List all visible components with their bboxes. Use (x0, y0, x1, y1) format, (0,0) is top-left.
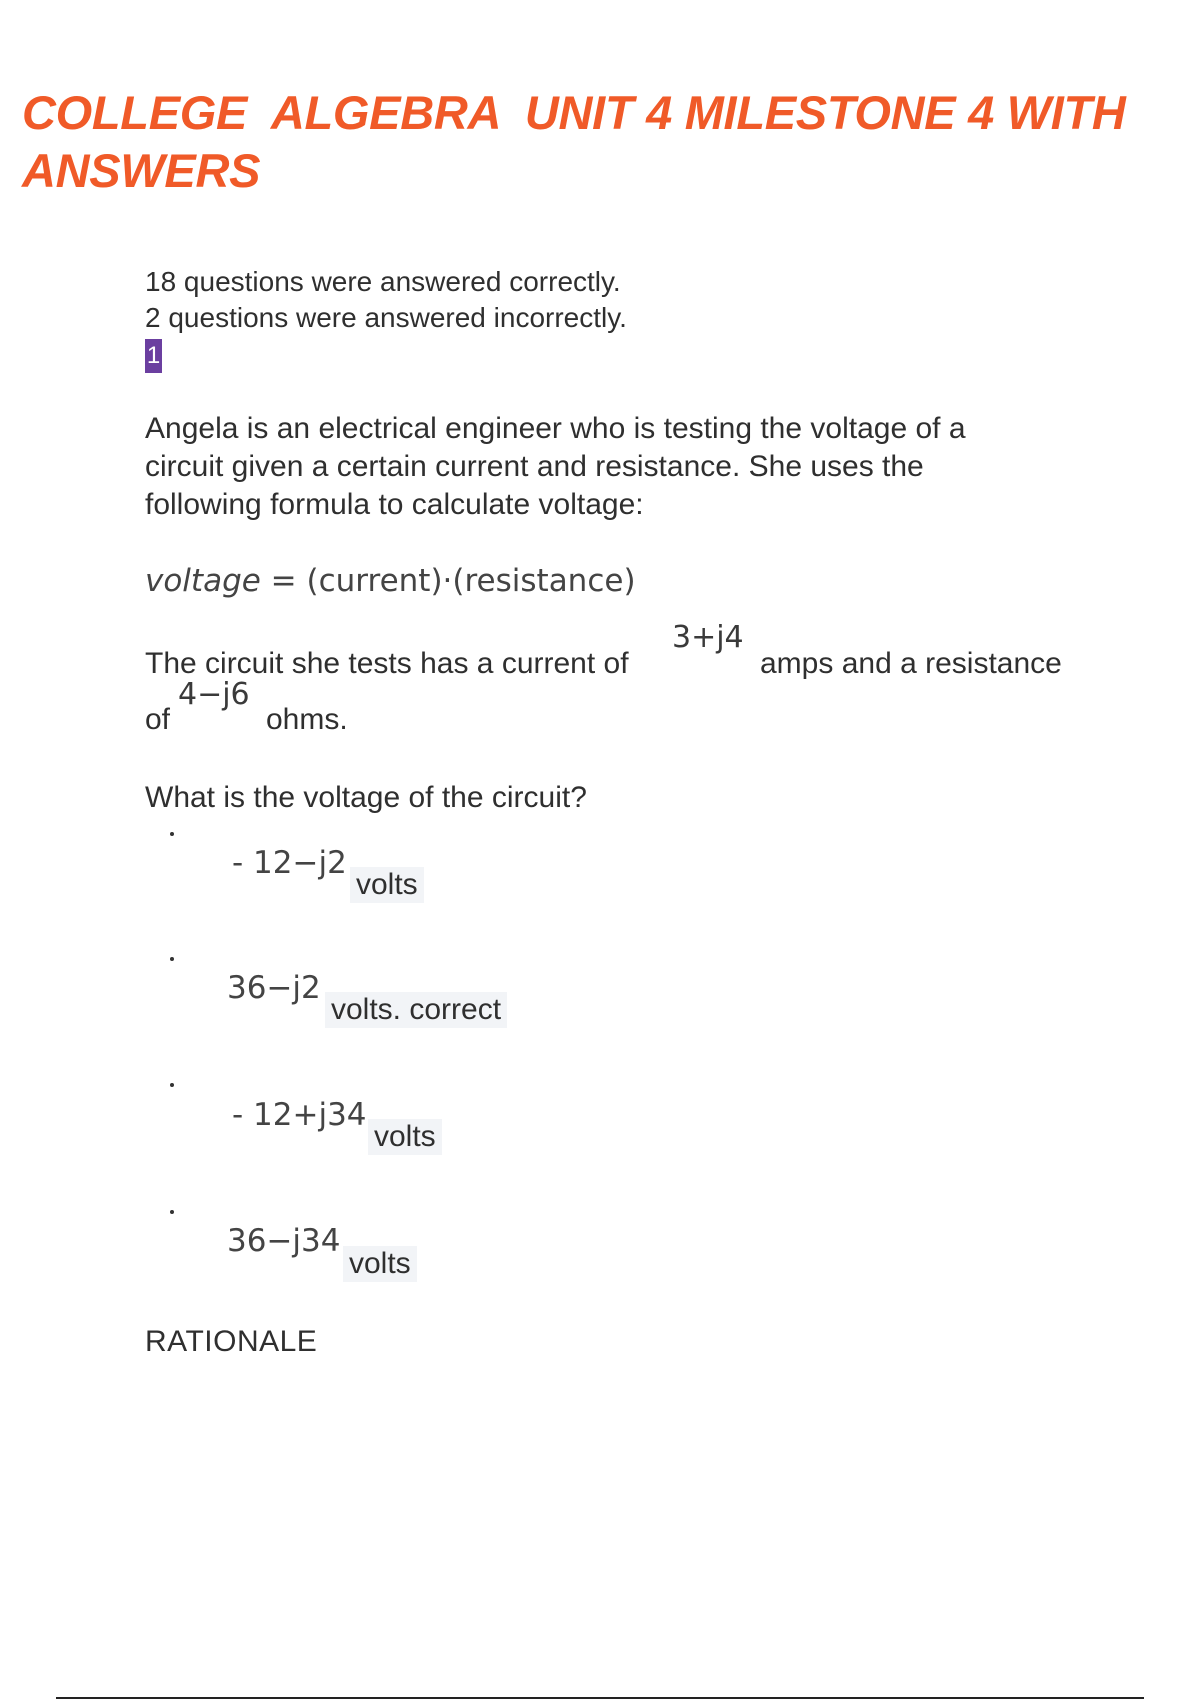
results-summary (145, 264, 627, 336)
current-value: 3+j4 (672, 620, 744, 655)
option-bullet (170, 1210, 174, 1214)
option-bullet (170, 1083, 174, 1087)
option-1-expression[interactable]: - 12−j2 (232, 845, 347, 881)
option-1-label[interactable]: volts (350, 867, 424, 903)
given-middle: amps and a resistance (760, 647, 1062, 680)
given-prefix: The circuit she tests has a current of (145, 647, 629, 680)
question-number-badge[interactable]: 1 (145, 339, 162, 373)
formula-rhs: (current)·(resistance) (306, 563, 636, 599)
option-3-label[interactable]: volts (368, 1119, 442, 1155)
option-3-expression[interactable]: - 12+j34 (232, 1097, 367, 1133)
option-bullet (170, 832, 174, 836)
voltage-formula (145, 561, 636, 601)
page-title-line-2: ANSWERS (22, 144, 261, 197)
incorrect-count-text: 2 questions were answered incorrectly. (145, 302, 627, 333)
page-title-line-1: COLLEGE ALGEBRA UNIT 4 MILESTONE 4 WITH (22, 86, 1126, 139)
page-title (22, 84, 1182, 200)
formula-equals: = (260, 563, 307, 599)
correct-count-text: 18 questions were answered correctly. (145, 266, 621, 297)
option-4-expression[interactable]: 36−j34 (227, 1223, 341, 1259)
formula-lhs: voltage (145, 563, 261, 599)
question-prompt: What is the voltage of the circuit? (145, 781, 587, 814)
rationale-heading: RATIONALE (145, 1325, 318, 1358)
given-of: of (145, 703, 171, 736)
question-text: Angela is an electrical engineer who is testing the voltage of a circuit given a certain current and resistance. She uses the following formula to calculate voltage: (145, 412, 966, 521)
resistance-value: 4−j6 (178, 677, 250, 712)
given-suffix: ohms. (266, 703, 348, 736)
option-bullet (170, 957, 174, 961)
option-4-label[interactable]: volts (343, 1246, 417, 1282)
footer-divider (56, 1697, 1144, 1699)
option-2-label[interactable]: volts. correct (325, 992, 507, 1028)
option-2-expression[interactable]: 36−j2 (227, 970, 321, 1006)
